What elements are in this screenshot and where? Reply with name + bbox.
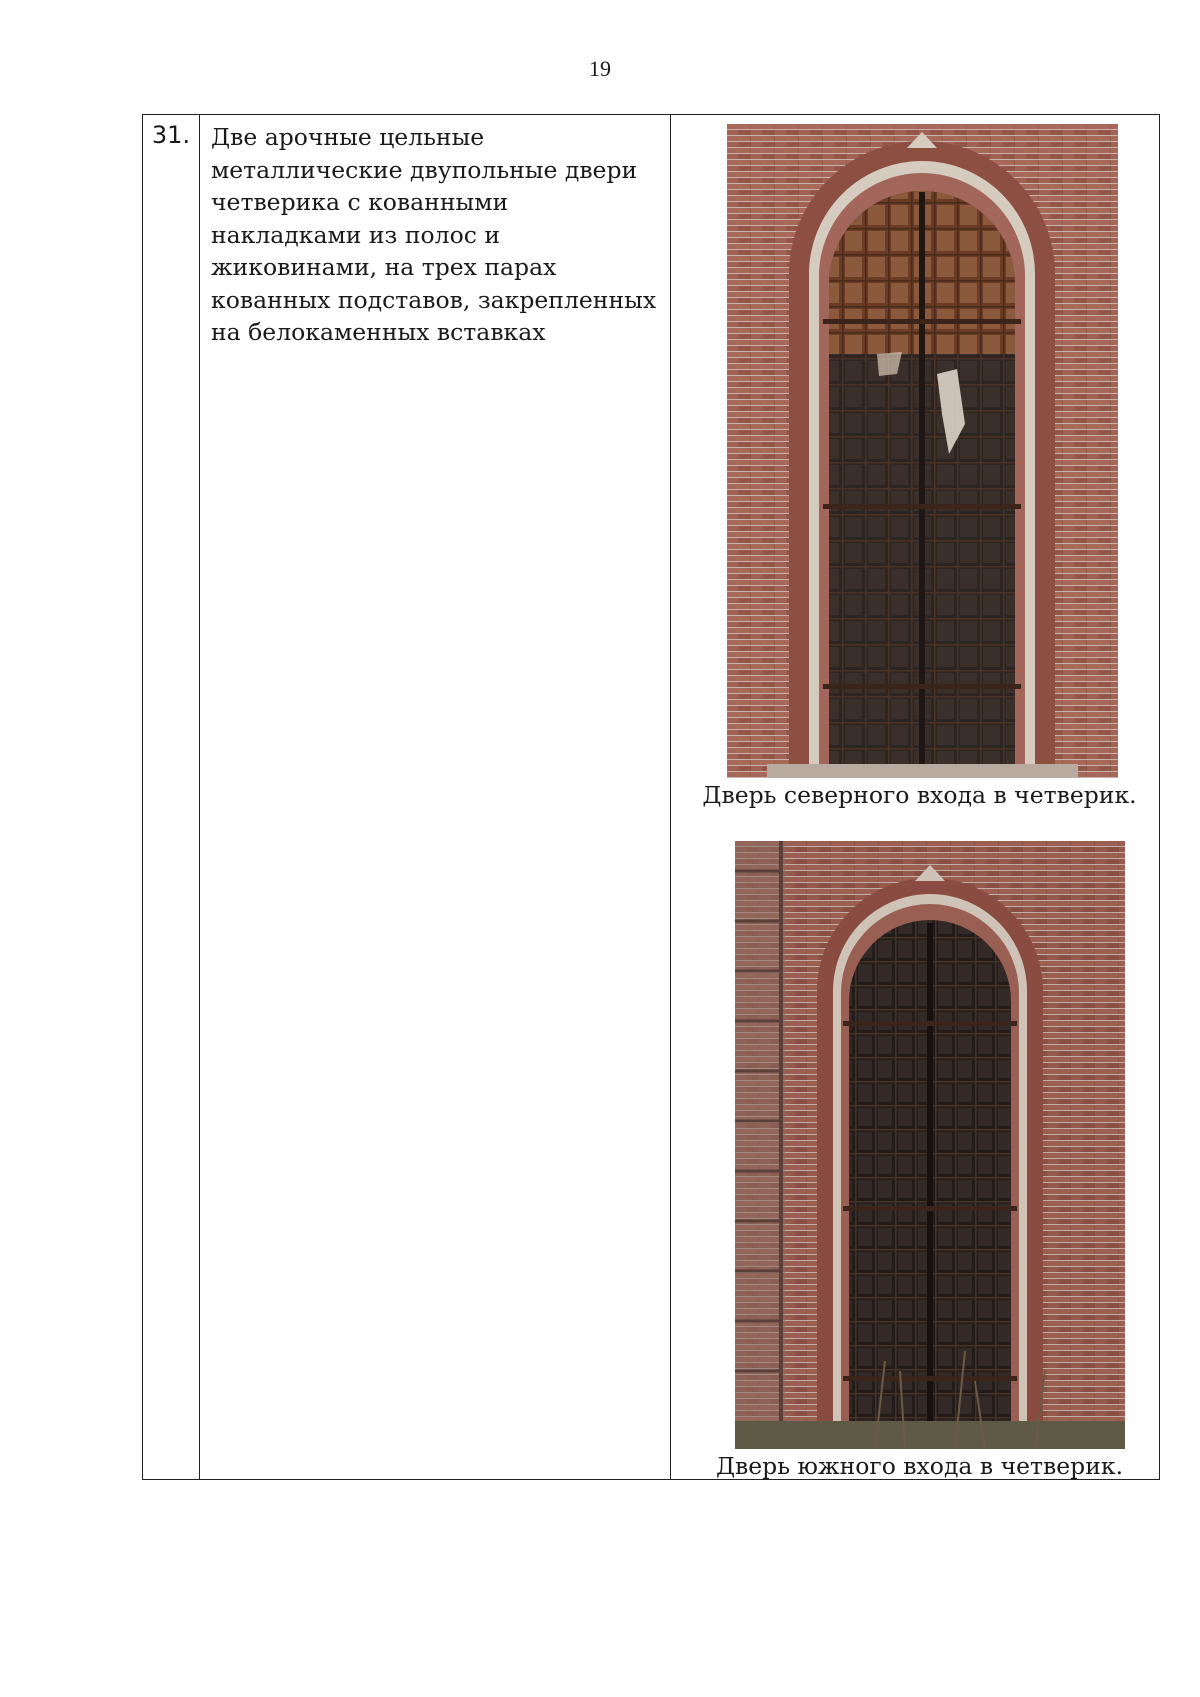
- photo-north-door: [727, 124, 1118, 778]
- row-index: 31.: [143, 115, 200, 1480]
- arched-door-illustration: [727, 124, 1118, 778]
- photo-caption-north: Дверь северного входа в четверик.: [702, 781, 1137, 809]
- arched-door-illustration: [735, 841, 1125, 1449]
- photo-cell: [671, 115, 1160, 1480]
- row-description: Две арочные цельные металлические двупольные двери четверика с кованными накладками из полос и жиковинами, на трех парах кованных подставов, закрепленных на белокаменных вставках: [200, 115, 671, 1480]
- page-number: 19: [589, 56, 611, 81]
- table-row: [143, 115, 1160, 1480]
- photo-caption-south: Дверь южного входа в четверик.: [715, 1452, 1124, 1480]
- inventory-table: [142, 114, 1160, 1480]
- photo-south-door: [735, 841, 1125, 1449]
